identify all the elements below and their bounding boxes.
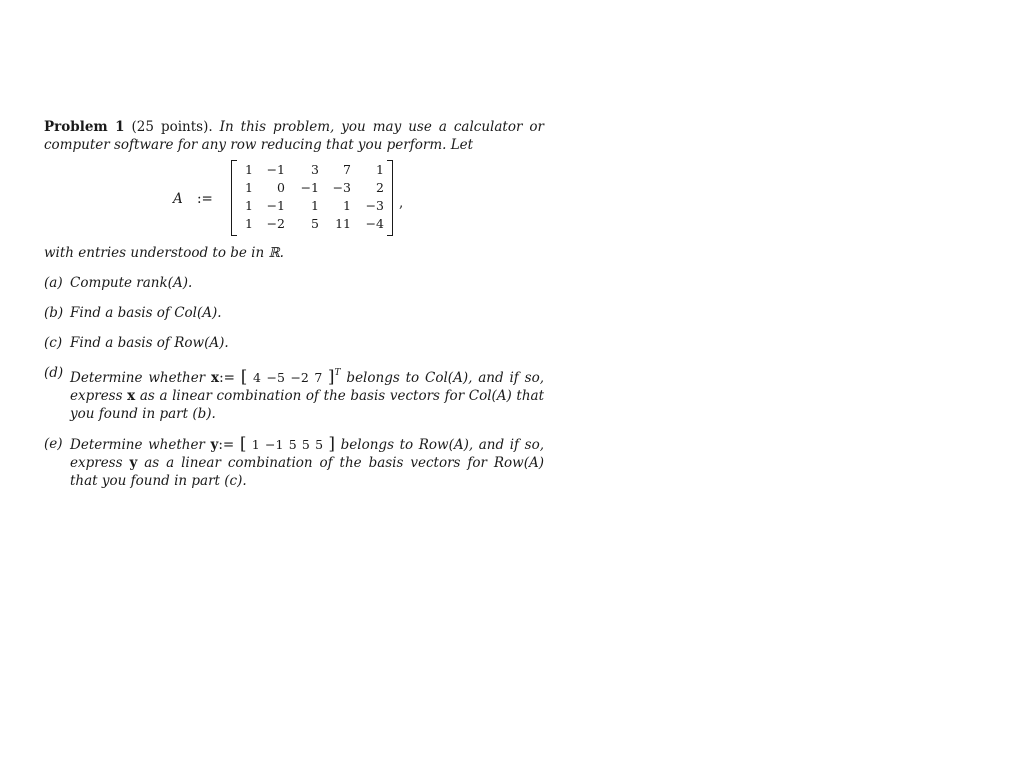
field-statement: with entries understood to be in ℝ. bbox=[44, 245, 284, 261]
matrix-cell: −1 bbox=[266, 198, 285, 213]
matrix-cell: 1 bbox=[245, 180, 253, 195]
transpose-mark: T bbox=[334, 368, 341, 378]
part-d bbox=[44, 364, 544, 423]
matrix-a bbox=[231, 160, 393, 236]
matrix-right-bracket bbox=[387, 160, 393, 236]
matrix-cell: 1 bbox=[343, 198, 351, 213]
matrix-cell: −3 bbox=[365, 198, 384, 213]
vector-x-entries: 4 −5 −2 7 bbox=[252, 370, 323, 385]
vector-y-name-2: y bbox=[129, 455, 138, 471]
part-d-tail: as a linear combination of the basis vectors for Col(A) that you found in part (b). bbox=[70, 388, 545, 422]
problem-parts bbox=[44, 274, 544, 490]
problem-intro bbox=[44, 118, 544, 154]
vector-y-name: y bbox=[210, 437, 219, 453]
matrix-cell: 0 bbox=[277, 180, 285, 195]
part-label: (b) bbox=[44, 305, 64, 321]
part-label: (a) bbox=[44, 275, 63, 291]
matrix-cell: 5 bbox=[311, 216, 319, 231]
vector-assign: := bbox=[218, 437, 235, 453]
part-label: (e) bbox=[44, 436, 63, 452]
matrix-cell: 1 bbox=[376, 162, 384, 177]
vector-assign: := bbox=[219, 370, 235, 386]
part-text: Compute rank(A). bbox=[70, 275, 193, 291]
vector-y-entries: 1 −1 5 5 5 bbox=[251, 437, 324, 452]
part-text: Find a basis of Row(A). bbox=[70, 335, 229, 351]
vector-y: [ 1 −1 5 5 5 ] bbox=[239, 434, 336, 454]
problem-points: (25 points). bbox=[131, 119, 213, 135]
part-d-lead: Determine whether bbox=[70, 370, 206, 386]
matrix-name: A bbox=[173, 191, 183, 207]
matrix-cell: −1 bbox=[300, 180, 319, 195]
matrix-trailing-comma: , bbox=[399, 195, 404, 211]
part-label: (d) bbox=[44, 365, 64, 381]
matrix-cell: 7 bbox=[343, 162, 351, 177]
part-e-mid: belongs to Row(A), and if so, express bbox=[70, 437, 545, 471]
matrix-cell: 1 bbox=[245, 198, 253, 213]
matrix-assign: := bbox=[197, 191, 213, 207]
matrix-cell: 3 bbox=[311, 162, 319, 177]
problem-intro-text: In this problem, you may use a calculator or computer software for any row reducing that you perform. Let bbox=[44, 119, 544, 153]
matrix-cell: 1 bbox=[245, 216, 253, 231]
matrix-cell: −3 bbox=[332, 180, 351, 195]
matrix-cell: 2 bbox=[376, 180, 384, 195]
matrix-definition bbox=[44, 160, 544, 238]
part-e-tail: as a linear combination of the basis vectors for Row(A) that you found in part (c). bbox=[70, 455, 544, 489]
matrix-cell: −1 bbox=[266, 162, 285, 177]
vector-x-name-2: x bbox=[127, 388, 136, 404]
matrix-cell: 1 bbox=[245, 162, 253, 177]
part-d-mid: belongs to Col(A), and if so, express bbox=[70, 370, 544, 404]
part-b bbox=[44, 304, 544, 322]
vector-x-name: x bbox=[211, 370, 220, 386]
vector-x: [ 4 −5 −2 7 ]$^T$ bbox=[240, 367, 341, 387]
matrix-cell: −4 bbox=[365, 216, 384, 231]
problem-label: Problem 1 bbox=[44, 119, 125, 135]
part-label: (c) bbox=[44, 335, 63, 351]
matrix-cell: 1 bbox=[311, 198, 319, 213]
part-c bbox=[44, 334, 544, 352]
part-text: Find a basis of Col(A). bbox=[70, 305, 222, 321]
part-e-lead: Determine whether bbox=[70, 437, 205, 453]
matrix-cell: 11 bbox=[335, 216, 351, 231]
problem-document bbox=[44, 118, 544, 502]
matrix-cell: −2 bbox=[266, 216, 285, 231]
part-e bbox=[44, 435, 544, 490]
part-a bbox=[44, 274, 544, 292]
